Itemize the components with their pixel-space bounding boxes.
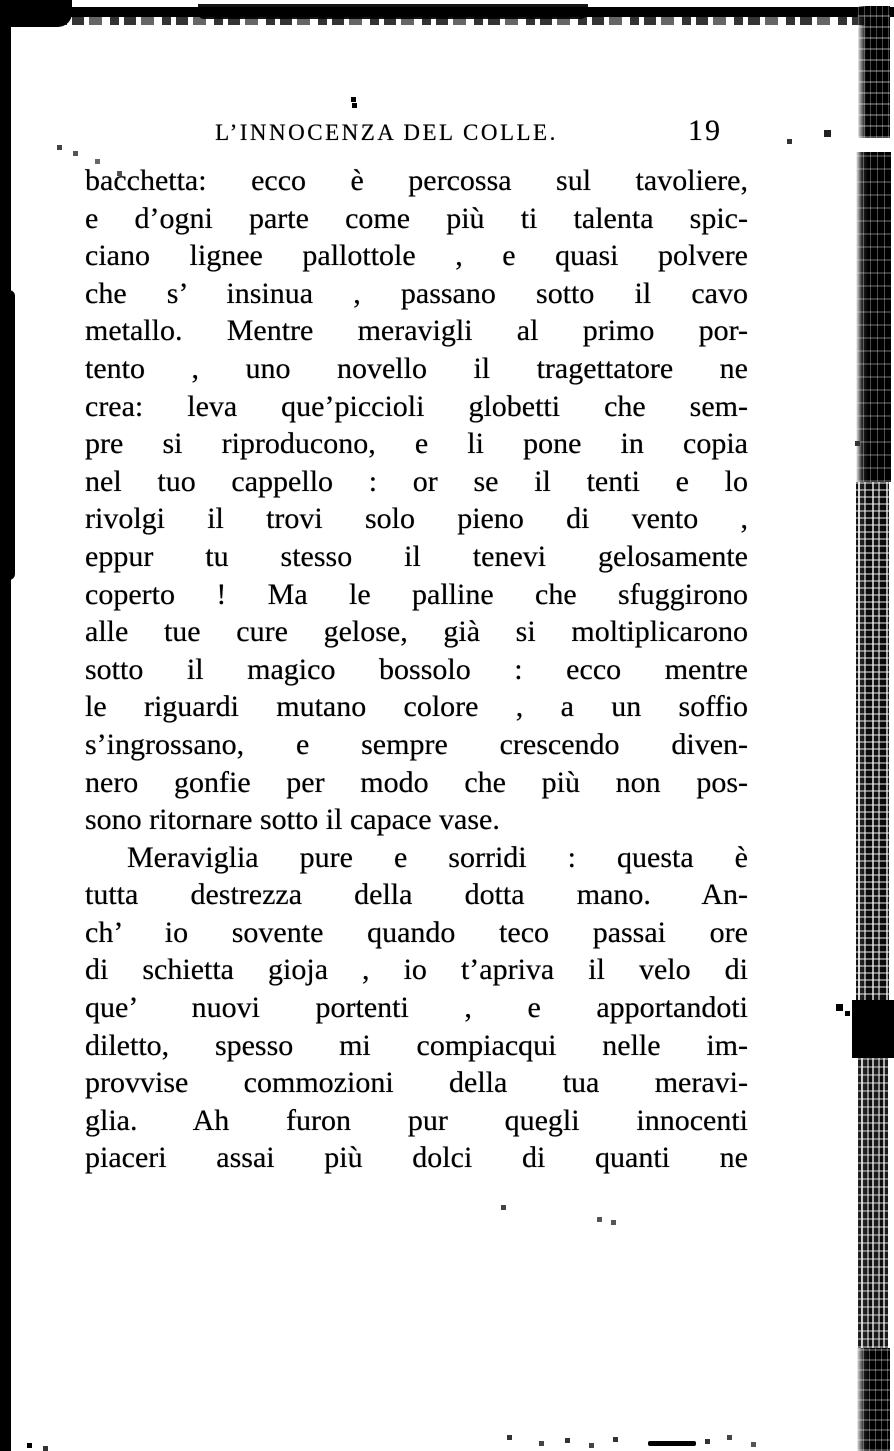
text-line: nero gonfie per modo che più non pos- xyxy=(85,765,748,799)
binding-segment xyxy=(856,482,889,1002)
ink-speckles xyxy=(0,0,3,3)
text-line: ch’ io sovente quando teco passai ore xyxy=(85,915,748,949)
text-line: que’ nuovi portenti , e apportandoti xyxy=(85,991,748,1025)
ink-smudge xyxy=(648,1441,696,1446)
binding-segment xyxy=(858,6,890,138)
page-header xyxy=(85,114,748,156)
text-line-paragraph-start: Meraviglia pure e sorridi : questa è xyxy=(127,840,748,874)
text-line: provvise commozioni della tua meravi- xyxy=(85,1066,748,1100)
text-line: s’ingrossano, e sempre crescendo diven- xyxy=(85,727,748,761)
text-line: tutta destrezza della dotta mano. An- xyxy=(85,878,748,912)
text-line: che s’ insinua , passano sotto il cavo xyxy=(85,276,748,310)
binding-segment xyxy=(856,152,891,482)
binding-segment xyxy=(857,1348,890,1451)
scan-edge-top-patch xyxy=(198,4,588,19)
binding-segment xyxy=(852,1000,894,1058)
text-line: alle tue cure gelose, già si moltiplicarono xyxy=(85,615,748,649)
page-number: 19 xyxy=(688,114,722,147)
page-content xyxy=(85,114,748,1177)
text-line: le riguardi mutano colore , a un soffio xyxy=(85,690,748,724)
running-title: L’INNOCENZA DEL COLLE. xyxy=(215,120,558,145)
text-line: bacchetta: ecco è percossa sul tavoliere, xyxy=(85,164,748,197)
text-line: eppur tu stesso il tenevi gelosamente xyxy=(85,539,748,573)
text-line: rivolgi il trovi solo pieno di vento , xyxy=(85,502,748,536)
text-line: tento , uno novello il tragettatore ne xyxy=(85,351,748,385)
text-line: di schietta gioja , io t’apriva il velo di xyxy=(85,953,748,987)
scan-edge-top-left-corner xyxy=(0,0,72,27)
scan-edge-left-bulge xyxy=(0,290,15,580)
text-line: diletto, spesso mi compiacqui nelle im- xyxy=(85,1028,748,1062)
text-line: pre si riproducono, e li pone in copia xyxy=(85,427,748,461)
text-line: sono ritornare sotto il capace vase. xyxy=(85,803,500,837)
body-text xyxy=(85,162,748,1177)
text-line: piaceri assai più dolci di quanti ne xyxy=(85,1141,748,1175)
text-line: crea: leva que’piccioli globetti che sem- xyxy=(85,389,748,423)
text-line: coperto ! Ma le palline che sfuggirono xyxy=(85,577,748,611)
text-line: ciano lignee pallottole , e quasi polvere xyxy=(85,239,748,273)
text-line: e d’ogni parte come più ti talenta spic- xyxy=(85,201,748,235)
text-line: glia. Ah furon pur quegli innocenti xyxy=(85,1103,748,1137)
binding-shadow-strip xyxy=(844,0,894,1451)
text-line: metallo. Mentre meravigli al primo por- xyxy=(85,314,748,348)
text-line: sotto il magico bossolo : ecco mentre xyxy=(85,652,748,686)
scan-edge-left xyxy=(0,6,11,1451)
text-line: nel tuo cappello : or se il tenti e lo xyxy=(85,464,748,498)
binding-segment xyxy=(858,1058,888,1348)
